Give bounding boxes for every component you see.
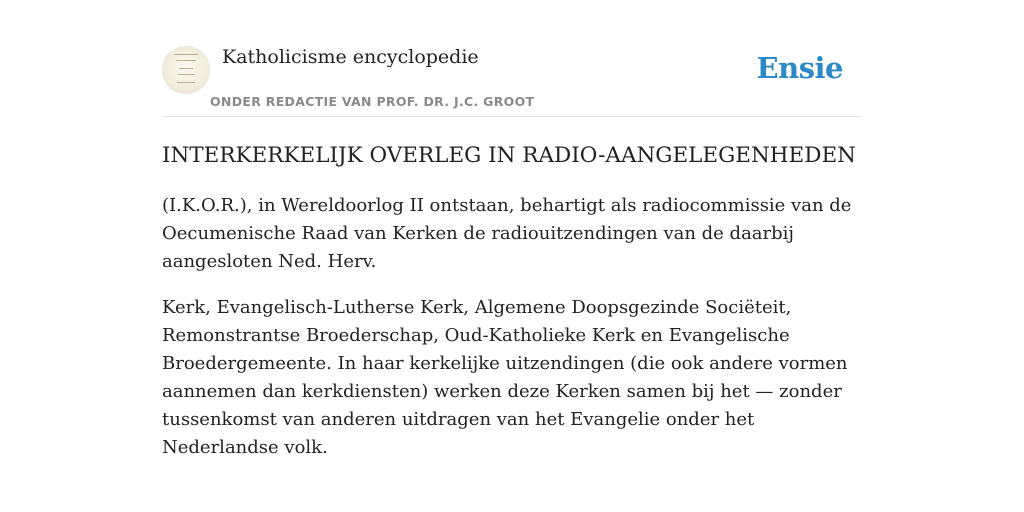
book-title[interactable]: Katholicisme encyclopedie (222, 46, 479, 68)
editor-credit: ONDER REDACTIE VAN PROF. DR. J.C. GROOT (210, 94, 535, 109)
book-cover-icon[interactable] (162, 46, 210, 94)
entry-paragraph-2: Kerk, Evangelisch-Lutherse Kerk, Algemene Doopsgezinde Sociëteit, Remonstrantse Broederschap, Oud-Katholieke Kerk en Evangelische Broedergemeente. In haar kerkelijke uitzendingen (die ook andere vormen aannemen dan kerkdiensten) werken deze Kerken samen bij het — zonder tussenkomst van anderen uitdragen van het Evangelie onder het Nederlandse volk. (162, 297, 848, 458)
entry-paragraph-1: (I.K.O.R.), in Wereldoorlog II ontstaan, behartigt als radiocommissie van de Oecumenische Raad van Kerken de radiouitzendingen van de daarbij aangesloten Ned. Herv. (162, 195, 852, 272)
entry-title: INTERKERKELIJK OVERLEG IN RADIO-AANGELEGENHEDEN (162, 143, 856, 168)
brand-logo[interactable]: Ensie (756, 51, 843, 85)
header (162, 0, 862, 117)
page (162, 0, 862, 462)
